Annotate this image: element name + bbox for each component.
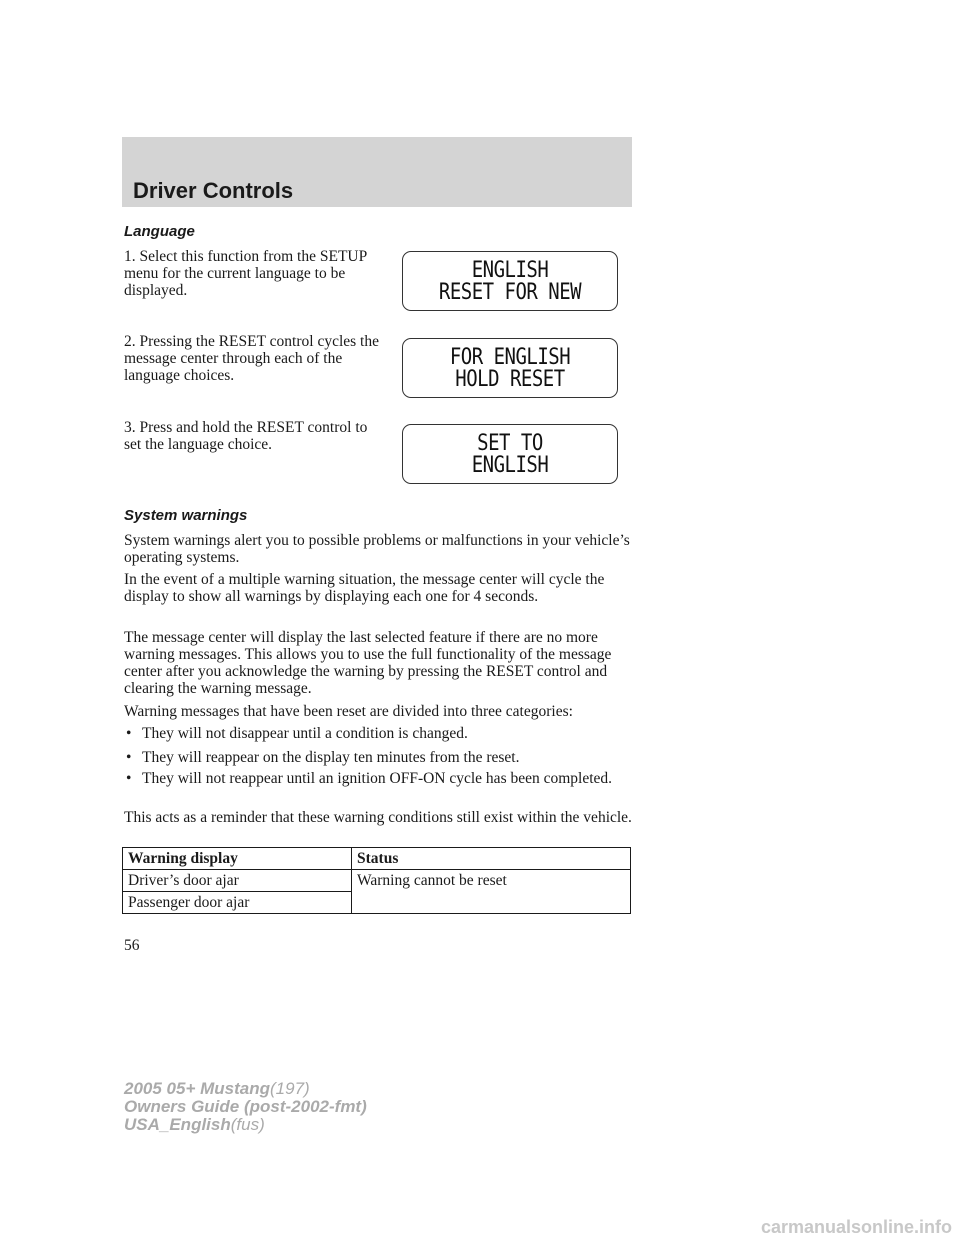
status-cell: Warning cannot be reset [352,870,631,914]
display-line-2: RESET FOR NEW [438,279,582,305]
language-step-1: 1. Select this function from the SETUP menu for the current language to be displayed. [124,248,367,299]
message-display-2 [402,338,618,398]
message-display-1 [402,251,618,311]
bullet-text: They will not reappear until an ignition OFF-ON cycle has been completed. [142,770,613,787]
warnings-paragraph-3: The message center will display the last selected feature if there are no more warning messages. This allows you to use the full functionality of the message center after you acknowledge the warning by pressing the RESET control and clearing the warning message. [124,629,612,697]
table-cell: Passenger door ajar [123,892,352,914]
table-header-row [123,848,631,870]
display-line-1: SET TO [477,430,543,456]
column-header: Warning display [123,848,352,870]
bullet-item: • They will reappear on the display ten minutes from the reset. [126,749,520,766]
warnings-paragraph-2: In the event of a multiple warning situation, the message center will cycle the display to show all warnings by displaying each one for 4 seconds. [124,571,605,605]
warnings-paragraph-4: Warning messages that have been reset are divided into three categories: [124,703,573,720]
column-header: Status [352,848,631,870]
display-line-2: HOLD RESET [455,366,565,392]
bullet-item: • They will not disappear until a condition is changed. [126,725,468,742]
bullet-item: • They will not reappear until an ignition OFF-ON cycle has been completed. [126,770,613,787]
language-heading: Language [124,223,195,240]
page-number: 56 [124,937,140,954]
message-display-3 [402,424,618,484]
table-cell: Driver’s door ajar [123,870,352,892]
language-step-3: 3. Press and hold the RESET control to set the language choice. [124,419,368,453]
display-line-2: ENGLISH [471,452,549,478]
section-title: Driver Controls [133,178,294,203]
display-line-1: FOR ENGLISH [449,344,571,370]
warning-table [122,847,631,914]
system-warnings-heading: System warnings [124,507,248,524]
table-row [123,870,631,892]
watermark: carmanualsonline.info [760,1217,952,1237]
display-line-1: ENGLISH [471,257,549,283]
document-footer: 2005 05+ Mustang(197) Owners Guide (post-2002-fmt) USA_English(fus) [124,1079,367,1134]
bullet-text: They will not disappear until a condition is changed. [142,725,468,742]
warnings-closing: This acts as a reminder that these warning conditions still exist within the vehicle. [124,809,632,826]
bullet-text: They will reappear on the display ten minutes from the reset. [142,749,520,766]
warnings-paragraph-1: System warnings alert you to possible problems or malfunctions in your vehicle’s operating systems. [124,532,630,566]
language-step-2: 2. Pressing the RESET control cycles the message center through each of the language choices. [124,333,379,384]
